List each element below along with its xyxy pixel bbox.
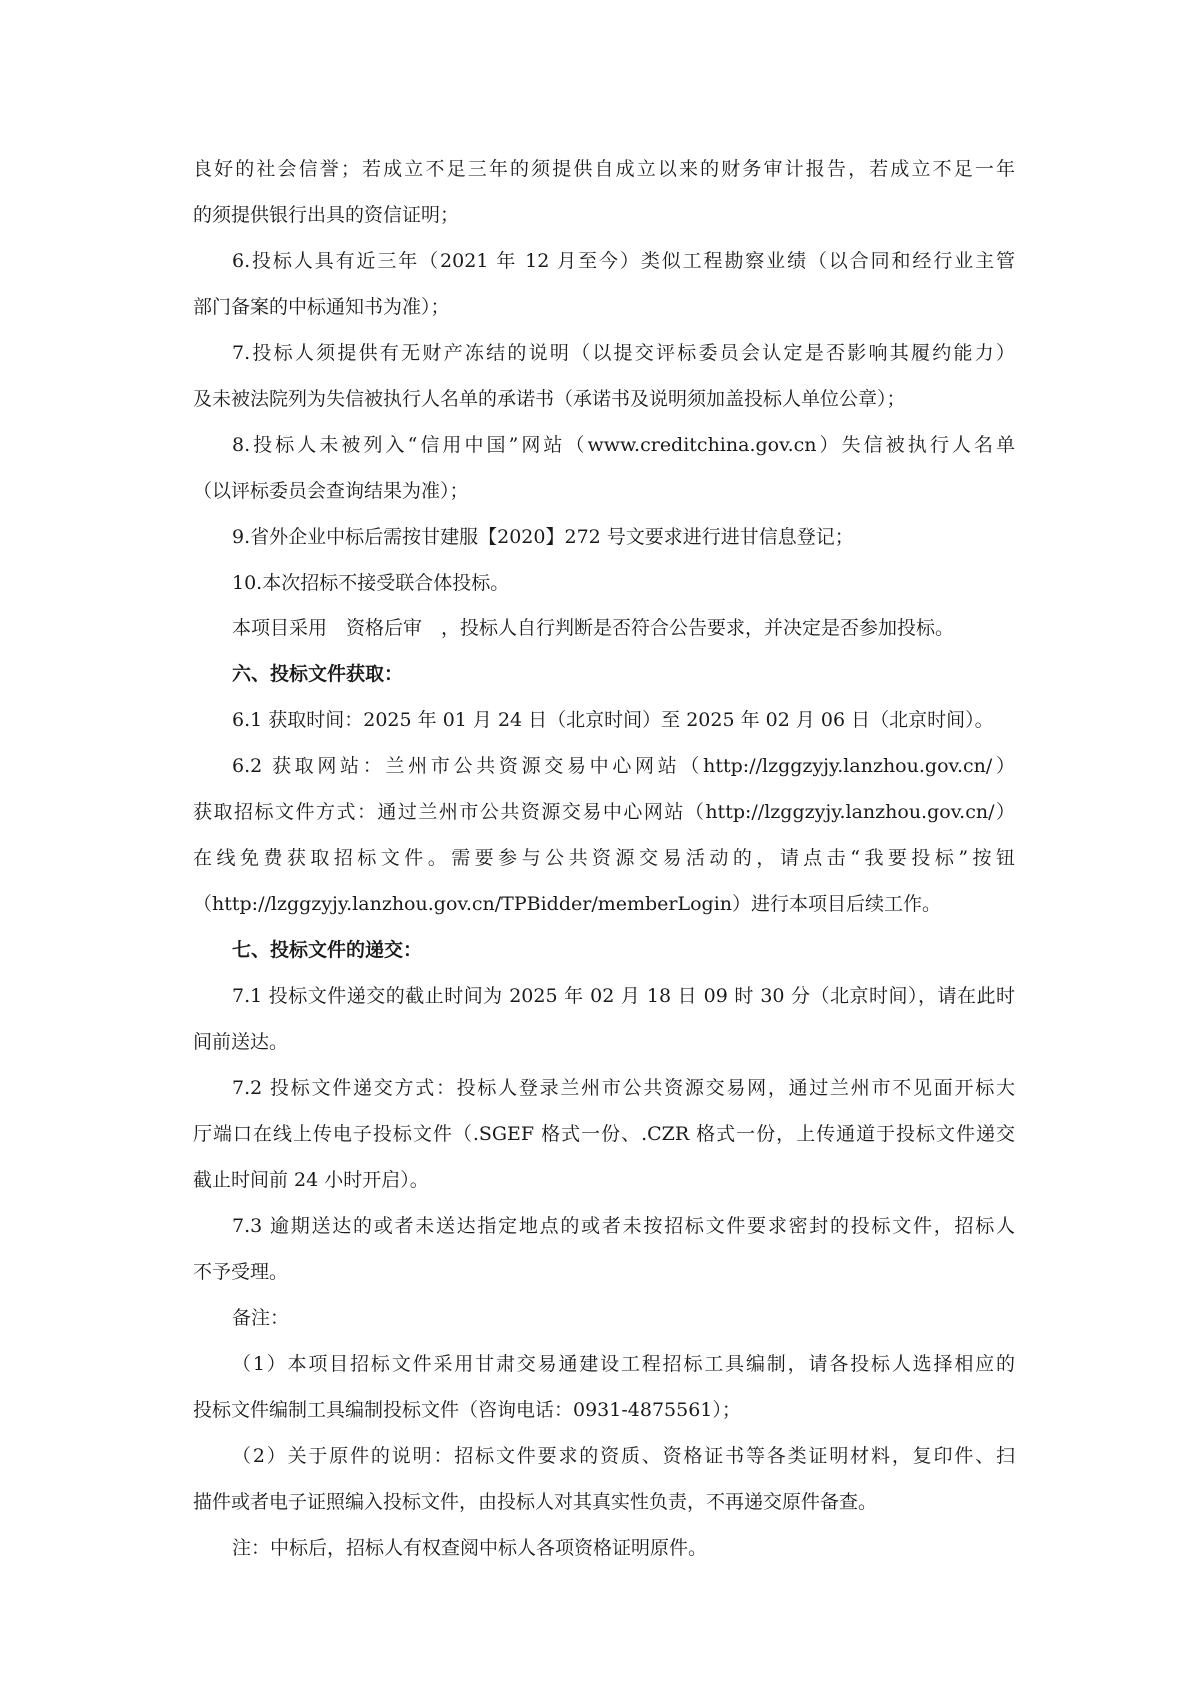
paragraph-line: 不予受理。: [193, 1261, 289, 1283]
paragraph-line: 的须提供银行出具的资信证明；: [193, 204, 460, 226]
paragraph-line: 投标文件编制工具编制投标文件（咨询电话：0931-4875561）；: [193, 1399, 741, 1421]
paragraph-line: （1）本项目招标文件采用甘肃交易通建设工程招标工具编制，请各投标人选择相应的: [232, 1353, 1015, 1375]
section-heading: 七、投标文件的递交：: [232, 939, 423, 961]
paragraph-line: 良好的社会信誉；若成立不足三年的须提供自成立以来的财务审计报告，若成立不足一年: [193, 158, 1015, 180]
paragraph-line: 6.1 获取时间：2025 年 01 月 24 日（北京时间）至 2025 年 02 月 06 日（北京时间）。: [232, 709, 994, 731]
paragraph-line: 7.投标人须提供有无财产冻结的说明（以提交评标委员会认定是否影响其履约能力）: [232, 342, 1015, 364]
paragraph-line: 8.投标人未被列入“信用中国”网站（www.creditchina.gov.cn）失信被执行人名单: [232, 434, 1015, 456]
paragraph-line: 6.2 获取网站：兰州市公共资源交易中心网站（http://lzggzyjy.lanzhou.gov.cn/）: [232, 755, 1015, 777]
paragraph-line: 截止时间前 24 小时开启）。: [193, 1169, 429, 1191]
paragraph-line: （以评标委员会查询结果为准）；: [193, 480, 469, 502]
paragraph-line: 部门备案的中标通知书为准）；: [193, 296, 450, 318]
paragraph-line: 及未被法院列为失信被执行人名单的承诺书（承诺书及说明须加盖投标人单位公章）；: [193, 388, 906, 410]
paragraph-line: 9.省外企业中标后需按甘建服【2020】272 号文要求进行进甘信息登记；: [232, 526, 854, 548]
paragraph-line: 获取招标文件方式：通过兰州市公共资源交易中心网站（http://lzggzyjy.lanzhou.gov.cn/）: [193, 801, 1015, 823]
paragraph-line: 厅端口在线上传电子投标文件（.SGEF 格式一份、.CZR 格式一份，上传通道于投标文件递交: [193, 1123, 1015, 1145]
paragraph-line: 在线免费获取招标文件。需要参与公共资源交易活动的，请点击“我要投标”按钮: [193, 847, 1015, 869]
paragraph-line: 本项目采用 资格后审 ，投标人自行判断是否符合公告要求，并决定是否参加投标。: [232, 617, 955, 639]
paragraph-line: 备注：: [232, 1307, 290, 1329]
paragraph-line: 7.2 投标文件递交方式：投标人登录兰州市公共资源交易网，通过兰州市不见面开标大: [232, 1077, 1015, 1099]
paragraph-line: 7.3 逾期送达的或者未送达指定地点的或者未按招标文件要求密封的投标文件，招标人: [232, 1215, 1015, 1237]
paragraph-line: 间前送达。: [193, 1031, 289, 1053]
paragraph-line: 注：中标后，招标人有权查阅中标人各项资格证明原件。: [232, 1537, 708, 1559]
paragraph-line: 6.投标人具有近三年（2021 年 12 月至今）类似工程勘察业绩（以合同和经行业主管: [232, 250, 1015, 272]
paragraph-line: 描件或者电子证照编入投标文件，由投标人对其真实性负责，不再递交原件备查。: [193, 1491, 878, 1513]
paragraph-line: （http://lzggzyjy.lanzhou.gov.cn/TPBidder/memberLogin）进行本项目后续工作。: [193, 893, 942, 915]
section-heading: 六、投标文件获取：: [232, 663, 404, 685]
paragraph-line: 7.1 投标文件递交的截止时间为 2025 年 02 月 18 日 09 时 30 分（北京时间），请在此时: [232, 985, 1015, 1007]
paragraph-line: （2）关于原件的说明：招标文件要求的资质、资格证书等各类证明材料，复印件、扫: [232, 1445, 1015, 1467]
paragraph-line: 10.本次招标不接受联合体投标。: [232, 572, 510, 594]
